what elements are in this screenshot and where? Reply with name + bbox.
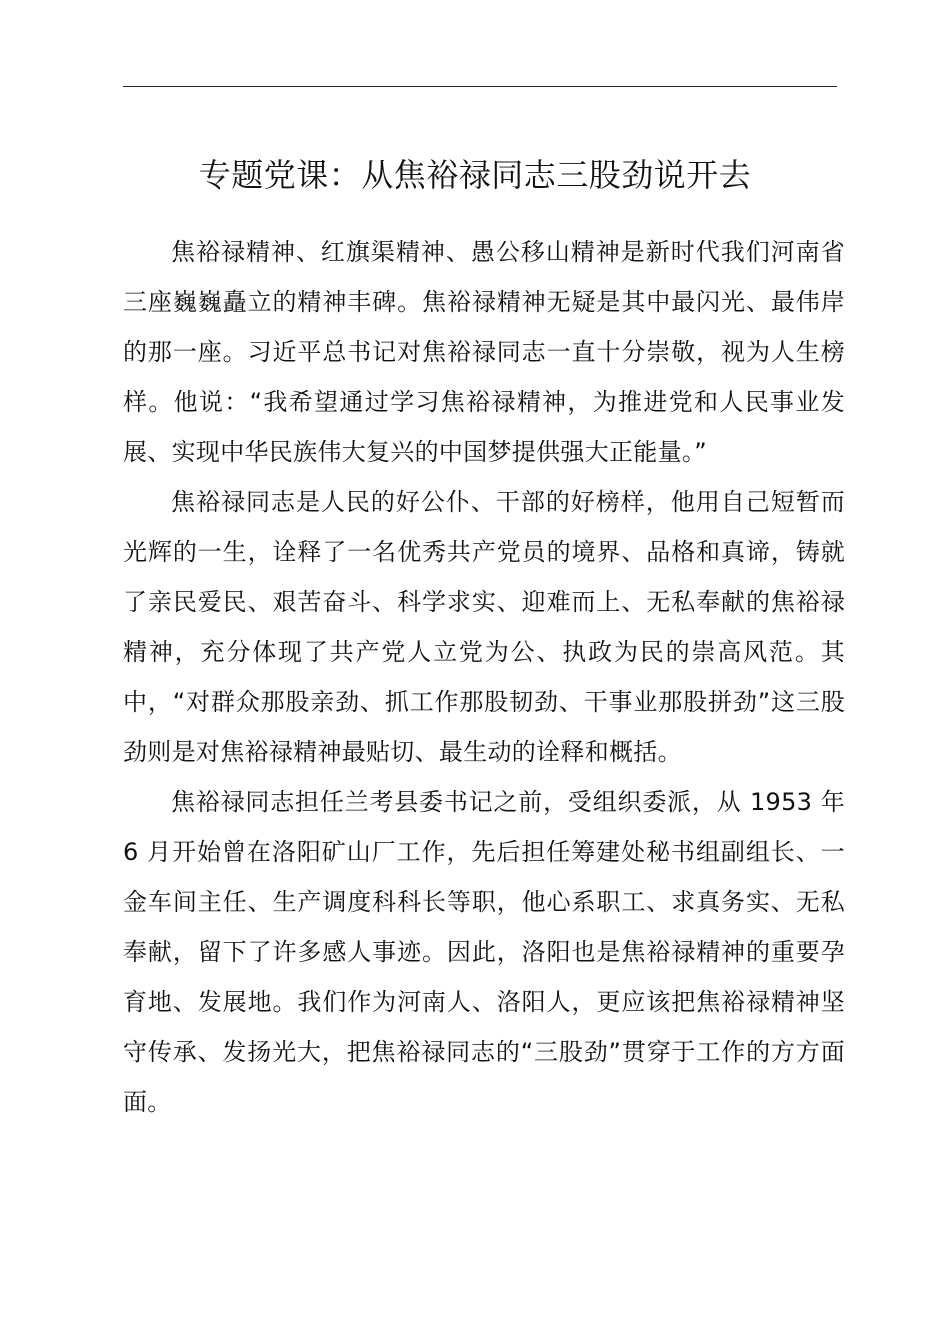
document-title: 专题党课：从焦裕禄同志三股劲说开去 — [198, 156, 752, 194]
paragraph-1: 焦裕禄精神、红旗渠精神、愚公移山精神是新时代我们河南省三座巍巍矗立的精神丰碑。焦裕禄精神无疑是其中最闪光、最伟岸的那一座。习近平总书记对焦裕禄同志一直十分崇敬，视为人生榜样。他说：“我希望通过学习焦裕禄精神，为推进党和人民事业发展、实现中华民族伟大复兴的中国梦提供强大正能量。” — [123, 238, 845, 466]
paragraph-3: 焦裕禄同志担任兰考县委书记之前，受组织委派，从 1953 年 6 月开始曾在洛阳矿山厂工作，先后担任筹建处秘书组副组长、一金车间主任、生产调度科科长等职，他心系职工、求真务实、无私奉献，留下了许多感人事迹。因此，洛阳也是焦裕禄精神的重要孕育地、发展地。我们作为河南人、洛阳人，更应该把焦裕禄精神坚守传承、发扬光大，把焦裕禄同志的“三股劲”贯穿于工作的方方面面。 — [123, 788, 845, 1116]
paragraph-2: 焦裕禄同志是人民的好公仆、干部的好榜样，他用自己短暂而光辉的一生，诠释了一名优秀共产党员的境界、品格和真谛，铸就了亲民爱民、艰苦奋斗、科学求实、迎难而上、无私奉献的焦裕禄精神，充分体现了共产党人立党为公、执政为民的崇高风范。其中，“对群众那股亲劲、抓工作那股韧劲、干事业那股拼劲”这三股劲则是对焦裕禄精神最贴切、最生动的诠释和概括。 — [123, 488, 845, 766]
header-rule — [123, 86, 837, 87]
document-body — [123, 227, 845, 1127]
